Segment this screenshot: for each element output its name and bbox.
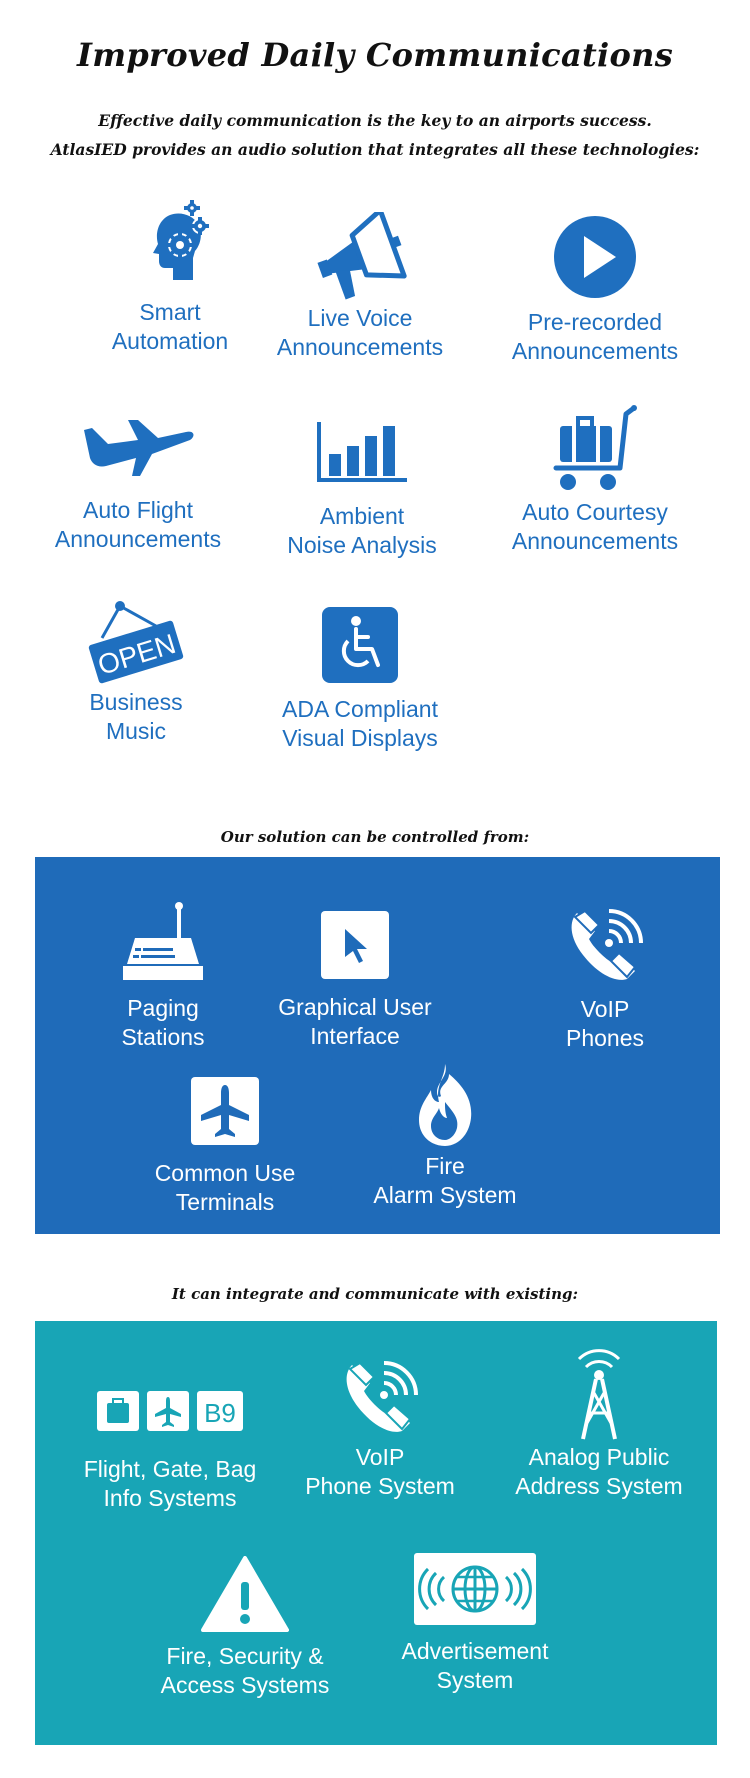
cursor-icon [321,911,389,979]
control-gui [255,911,455,1051]
open-sign-icon [86,600,186,684]
intro-line-2: AtlasIED provides an audio solution that integrates all these technologies: [50,140,700,159]
control-label-line1: Paging [127,995,199,1021]
integrate-fire-security [145,1556,345,1700]
tech-label-line1: Ambient [319,503,405,529]
control-common-use-terminals [145,1077,305,1217]
integrate-label-line1: Analog Public [528,1444,670,1470]
integrate-panel [35,1321,717,1745]
control-heading: Our solution can be controlled from: [220,828,530,846]
control-voip-phones [525,907,685,1053]
voip-phone-icon [340,1359,420,1439]
tech-label-line1: Auto Courtesy [522,499,668,525]
tech-label-line2: Noise Analysis [287,532,437,558]
control-label-line2: Stations [121,1024,205,1050]
control-label-line2: Interface [310,1023,400,1049]
control-label-line2: Phones [565,1025,644,1051]
tech-auto-courtesy [495,404,695,556]
intro-text [0,106,750,164]
control-panel [35,857,720,1234]
tech-label-line2: Automation [111,328,229,354]
control-label-line1: Fire [425,1153,465,1179]
tech-label-line1: ADA Compliant [282,696,438,722]
tech-pre-recorded [495,214,695,366]
tech-live-voice [260,212,460,362]
megaphone-icon [310,212,410,302]
tech-label-line1: Live Voice [307,305,413,331]
gate-label: B9 [204,1398,236,1428]
integrate-flight-gate-bag [75,1389,265,1513]
tech-label-line1: Auto Flight [83,497,193,523]
integrate-label-line1: Advertisement [401,1638,549,1664]
integrate-advertisement [375,1553,575,1695]
control-label-line1: Graphical User [278,994,432,1020]
paging-station-icon [121,902,205,982]
integrate-label-line2: Info Systems [103,1485,237,1511]
control-label-line2: Alarm System [373,1182,517,1208]
radio-tower-icon [569,1343,629,1443]
control-label-line1: Common Use [154,1160,296,1186]
integrate-label-line1: VoIP [355,1444,405,1470]
flight-info-icons [97,1389,243,1433]
voip-phone-icon [565,907,645,987]
head-gears-icon [125,198,215,288]
control-label-line1: VoIP [580,996,630,1022]
integrate-label-line1: Flight, Gate, Bag [83,1456,257,1482]
tech-ambient-noise [262,422,462,560]
control-paging-stations [83,902,243,1052]
control-fire-alarm [355,1062,535,1210]
control-label-line2: Terminals [175,1189,275,1215]
integrate-heading: It can integrate and communicate with existing: [171,1285,579,1303]
wheelchair-icon [322,607,398,683]
globe-broadcast-icon [414,1553,536,1625]
tech-smart-automation [70,198,270,356]
terminal-airplane-icon [191,1077,259,1145]
fire-icon [415,1062,475,1148]
intro-line-1: Effective daily communication is the key to an airports success. [98,111,652,130]
tech-label-line2: Music [105,718,167,744]
play-icon [552,214,638,300]
integrate-label-line2: System [436,1667,514,1693]
tech-auto-flight [38,420,238,554]
integrate-label-line2: Address System [515,1473,683,1499]
tech-label-line2: Announcements [511,528,679,554]
tech-ada-compliant [260,607,460,753]
luggage-cart-icon [550,404,640,494]
integrate-voip-phone [285,1359,475,1501]
bar-graph-icon [315,422,409,484]
airplane-icon [78,420,198,480]
open-sign-text: OPEN [94,627,180,681]
tech-label-line1: Smart [139,299,201,325]
tech-label-line2: Announcements [54,526,222,552]
integrate-label-line1: Fire, Security & [166,1643,324,1669]
tech-label-line1: Business [89,689,183,715]
page-title: Improved Daily Communications [76,36,674,74]
tech-label-line2: Announcements [276,334,444,360]
warning-icon [201,1556,289,1632]
tech-label-line2: Announcements [511,338,679,364]
integrate-label-line2: Phone System [305,1473,455,1499]
tech-label-line2: Visual Displays [282,725,438,751]
integrate-label-line2: Access Systems [160,1672,330,1698]
tech-label-line1: Pre-recorded [527,309,663,335]
tech-business-music [36,600,236,746]
integrate-analog-pa [499,1343,699,1501]
